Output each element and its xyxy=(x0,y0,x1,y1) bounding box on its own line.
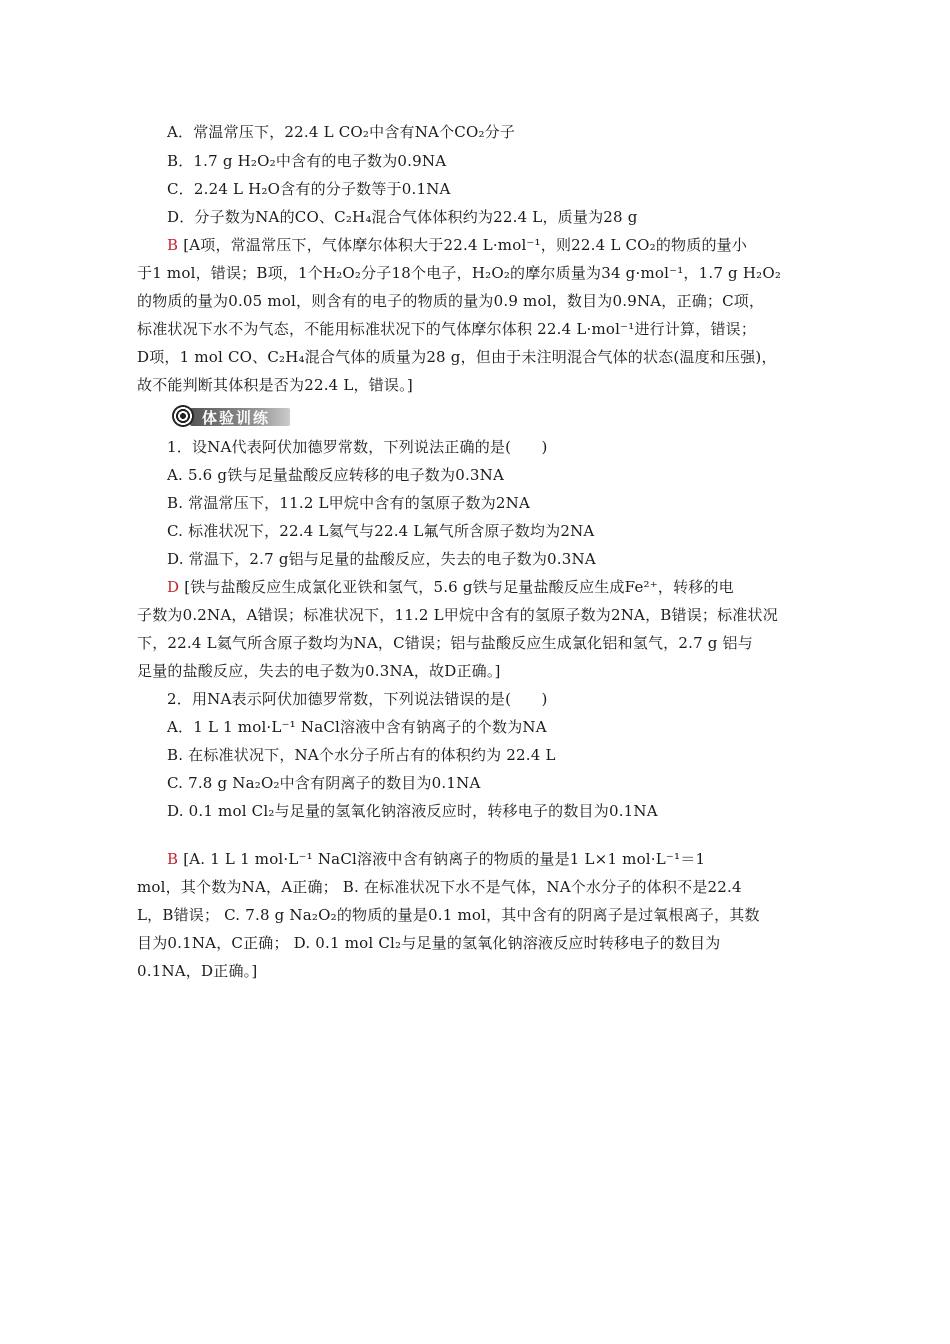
q1-answer-line-2: 子数为0.2NA，A错误；标准状况下，11.2 L甲烷中含有的氢原子数为2NA，B错误；标准状况 xyxy=(137,606,778,624)
q2-option-c: C. 7.8 g Na₂O₂中含有阴离子的数目为0.1NA xyxy=(167,774,481,792)
intro-option-a: A．常温常压下，22.4 L CO₂中含有NA个CO₂分子 xyxy=(167,123,516,141)
q2-answer-letter: B xyxy=(167,850,179,868)
q1-option-b: B. 常温常压下，11.2 L甲烷中含有的氢原子数为2NA xyxy=(167,494,530,512)
q1-answer-line-1 xyxy=(167,577,847,597)
q1-option-c: C. 标准状况下，22.4 L氦气与22.4 L氟气所含原子数均为2NA xyxy=(167,522,595,540)
section-title: 体验训练 xyxy=(202,409,271,427)
q1-answer-letter: D xyxy=(167,578,180,596)
q1-answer-line-4: 足量的盐酸反应，失去的电子数为0.3NA，故D正确。] xyxy=(137,662,501,680)
q2-answer-line-4: 目为0.1NA，C正确； D. 0.1 mol Cl₂与足量的氢氧化钠溶液反应时转移电子的数目为 xyxy=(137,934,721,952)
intro-option-d: D．分子数为NA的CO、C₂H₄混合气体体积约为22.4 L，质量为28 g xyxy=(167,208,638,226)
q2-answer-line-1 xyxy=(167,849,847,869)
q1-answer-line-3: 下，22.4 L氦气所含原子数均为NA，C错误；铝与盐酸反应生成氯化铝和氢气，2.7 g 铝与 xyxy=(137,634,753,652)
q2-answer-line-5: 0.1NA，D正确。] xyxy=(137,962,258,980)
q2-option-b: B. 在标准状况下，NA个水分子所占有的体积约为 22.4 L xyxy=(167,746,556,764)
q2-answer-text: [A. 1 L 1 mol·L⁻¹ NaCl溶液中含有钠离子的物质的量是1 L×1 mol·L⁻¹＝1 xyxy=(183,850,706,868)
q1-option-d: D. 常温下，2.7 g铝与足量的盐酸反应，失去的电子数为0.3NA xyxy=(167,550,596,568)
q1-stem: 1．设NA代表阿伏加德罗常数，下列说法正确的是( ) xyxy=(167,438,548,456)
intro-answer-line-2: 于1 mol，错误；B项，1个H₂O₂分子18个电子，H₂O₂的摩尔质量为34 g·mol⁻¹，1.7 g H₂O₂ xyxy=(137,264,782,282)
section-banner xyxy=(172,404,290,430)
target-icon xyxy=(172,405,194,427)
q2-option-d: D. 0.1 mol Cl₂与足量的氢氧化钠溶液反应时，转移电子的数目为0.1NA xyxy=(167,802,658,820)
intro-option-c: C．2.24 L H₂O含有的分子数等于0.1NA xyxy=(167,180,451,198)
intro-answer-line-4: 标准状况下水不为气态，不能用标准状况下的气体摩尔体积 22.4 L·mol⁻¹进行计算，错误； xyxy=(137,320,757,338)
intro-option-b: B．1.7 g H₂O₂中含有的电子数为0.9NA xyxy=(167,152,447,170)
q2-answer-line-3: L，B错误； C. 7.8 g Na₂O₂的物质的量是0.1 mol，其中含有的阴离子是过氧根离子，其数 xyxy=(137,906,760,924)
intro-answer-line-1 xyxy=(167,235,847,255)
q2-answer-line-2: mol，其个数为NA，A正确； B. 在标准状况下水不是气体，NA个水分子的体积不是22.4 xyxy=(137,878,742,896)
intro-answer-line-5: D项，1 mol CO、C₂H₄混合气体的质量为28 g，但由于未注明混合气体的状态(温度和压强)， xyxy=(137,348,777,366)
intro-answer-letter: B xyxy=(167,236,179,254)
q1-answer-text: [铁与盐酸反应生成氯化亚铁和氢气，5.6 g铁与足量盐酸反应生成Fe²⁺，转移的电 xyxy=(184,578,734,596)
intro-answer-text: [A项，常温常压下，气体摩尔体积大于22.4 L·mol⁻¹，则22.4 L CO₂的物质的量小 xyxy=(183,236,748,254)
intro-answer-line-6: 故不能判断其体积是否为22.4 L，错误。] xyxy=(137,376,413,394)
q2-stem: 2．用NA表示阿伏加德罗常数，下列说法错误的是( ) xyxy=(167,690,548,708)
q2-option-a: A．1 L 1 mol·L⁻¹ NaCl溶液中含有钠离子的个数为NA xyxy=(167,718,547,736)
intro-answer-line-3: 的物质的量为0.05 mol，则含有的电子的物质的量为0.9 mol，数目为0.9NA，正确；C项， xyxy=(137,292,765,310)
q1-option-a: A. 5.6 g铁与足量盐酸反应转移的电子数为0.3NA xyxy=(167,466,505,484)
